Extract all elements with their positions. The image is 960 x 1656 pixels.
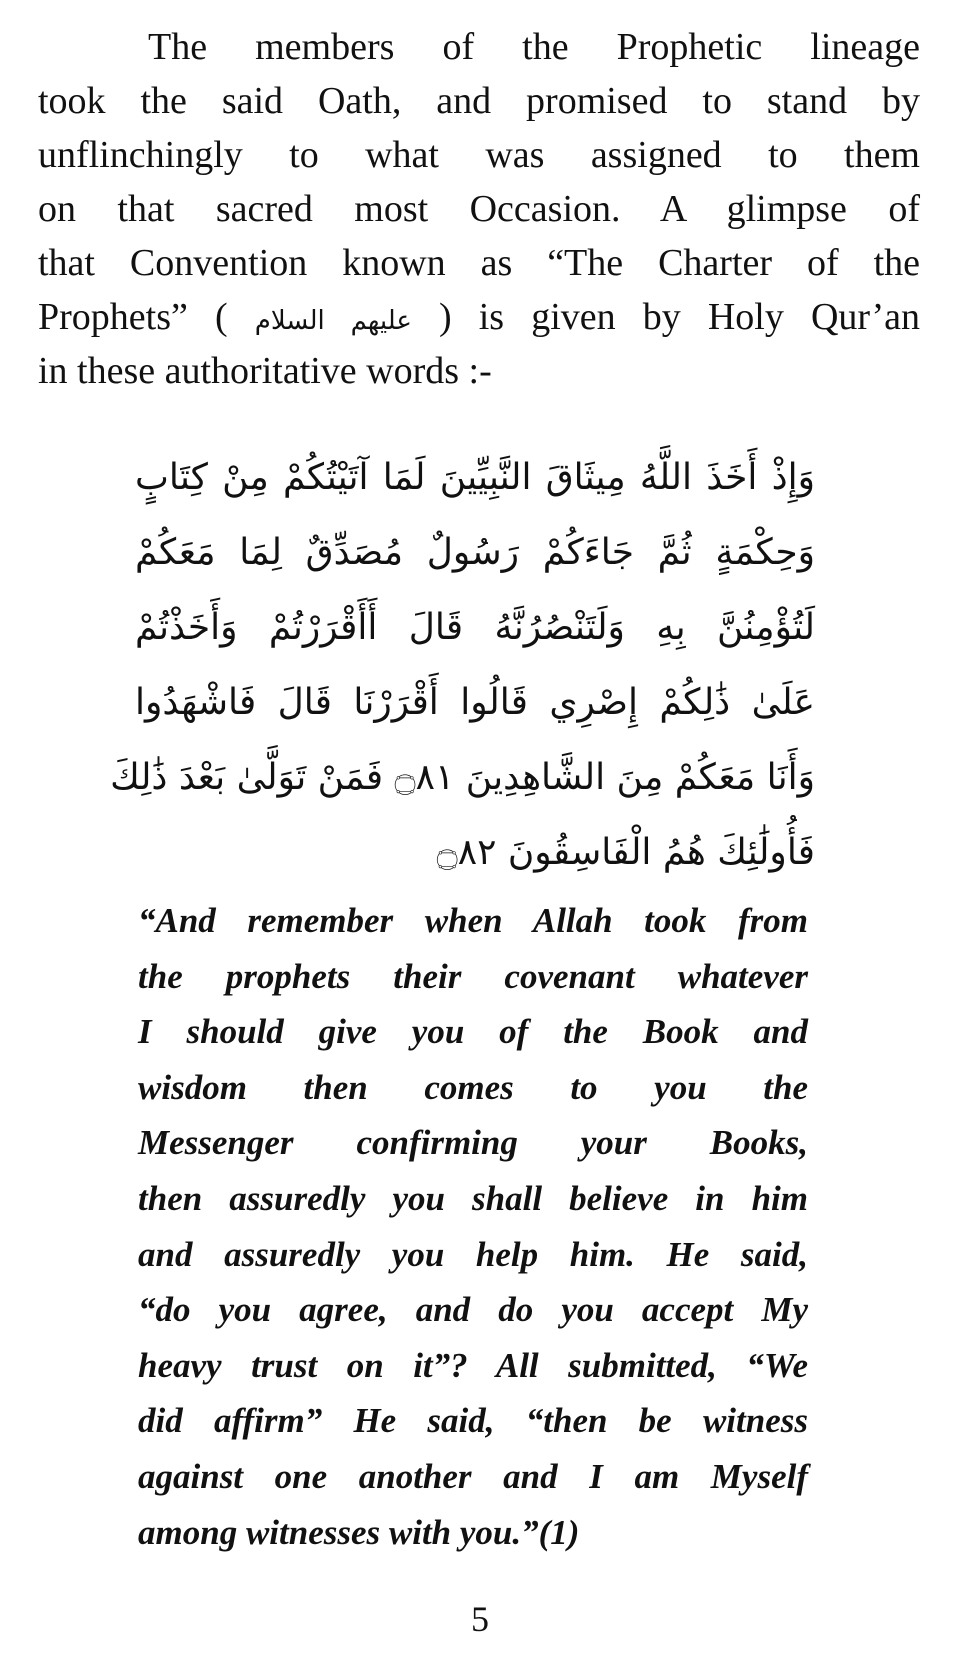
translation-line: “And remember when Allah took from — [138, 901, 808, 940]
verse-line: لَتُؤْمِنُنَّ بِهِ وَلَتَنْصُرُنَّهُ قَالَ أَأَقْرَرْتُمْ وَأَخَذْتُمْ — [135, 607, 815, 648]
verse-line: عَلَىٰ ذَٰلِكُمْ إِصْرِي قَالُوا أَقْرَرْنَا قَالَ فَاشْهَدُوا — [135, 682, 815, 723]
intro-line-with-arabic — [38, 290, 920, 344]
intro-paragraph — [38, 20, 920, 398]
intro-line: The members of the Prophetic lineage — [148, 26, 920, 68]
translation-line: and assuredly you help him. He said, — [138, 1234, 808, 1274]
intro-line: in these authoritative words :- — [38, 350, 492, 392]
translation-line: the prophets their covenant whatever — [138, 956, 808, 996]
page-number: 5 — [471, 1599, 489, 1639]
translation-line: wisdom then comes to you the — [138, 1067, 808, 1107]
translation-line: heavy trust on it”? All submitted, “We — [138, 1345, 808, 1385]
translation-line: then assuredly you shall believe in him — [138, 1178, 808, 1218]
intro-line: that Convention known as “The Charter of the — [38, 242, 920, 284]
translation-line: “do you agree, and do you accept My — [138, 1290, 808, 1330]
verse-translation — [138, 893, 808, 1560]
translation-line: did affirm” He said, “then be witness — [138, 1401, 808, 1441]
intro-line-end: ) is given by Holy Qur’an — [438, 296, 921, 338]
translation-line: against one another and I am Myself — [138, 1456, 808, 1496]
verse-line: وَأَنَا مَعَكُمْ مِنَ الشَّاهِدِينَ ۝٨١ فَمَنْ تَوَلَّىٰ بَعْدَ ذَٰلِكَ — [110, 757, 815, 798]
arabic-honorific: عليهم السلام — [254, 306, 412, 336]
verse-line: فَأُولَٰئِكَ هُمُ الْفَاسِقُونَ ۝٨٢ — [436, 832, 815, 873]
intro-line-start: Prophets” ( — [38, 296, 228, 338]
translation-line: among witnesses with you.”(1) — [138, 1512, 580, 1552]
verse-line: وَإِذْ أَخَذَ اللَّهُ مِيثَاقَ النَّبِيِّينَ لَمَا آتَيْتُكُمْ مِنْ كِتَابٍ — [135, 457, 815, 498]
translation-line: I should give you of the Book and — [138, 1012, 808, 1052]
intro-line: unflinchingly to what was assigned to them — [38, 134, 920, 176]
translation-line: Messenger confirming your Books, — [138, 1123, 808, 1163]
intro-line: took the said Oath, and promised to stand by — [38, 80, 920, 122]
intro-line: on that sacred most Occasion. A glimpse of — [38, 188, 920, 230]
quran-verse — [110, 440, 815, 890]
verse-line: وَحِكْمَةٍ ثُمَّ جَاءَكُمْ رَسُولٌ مُصَدِّقٌ لِمَا مَعَكُمْ — [135, 532, 815, 573]
